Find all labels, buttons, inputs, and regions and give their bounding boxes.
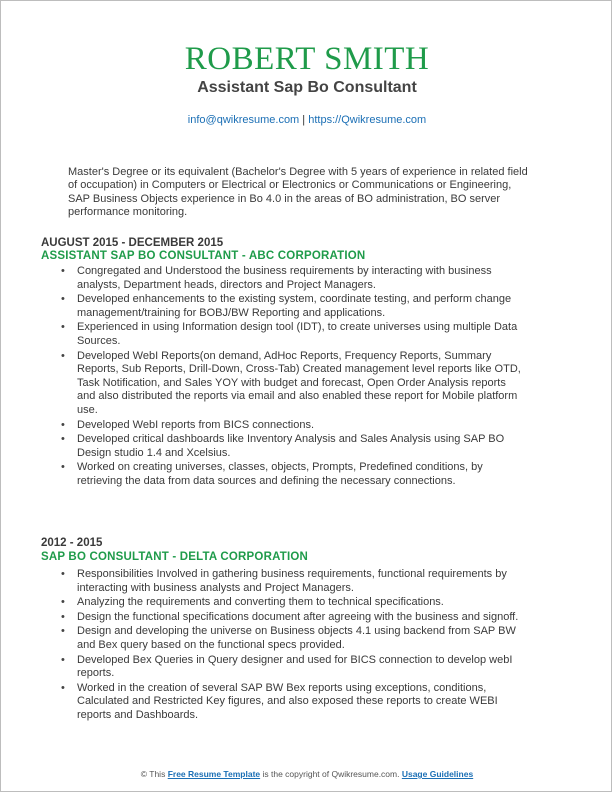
website-link[interactable]: https://Qwikresume.com [308, 114, 427, 126]
email-link[interactable]: info@qwikresume.com [187, 114, 300, 126]
job-2-title: SAP BO CONSULTANT - DELTA CORPORATION [41, 551, 308, 563]
list-item: • Analyzing the requirements and converting them to technical specifications. [55, 596, 525, 610]
footer-prefix: © This [140, 769, 168, 779]
job-1-dates: AUGUST 2015 - DECEMBER 2015 [41, 237, 224, 249]
list-item: • Developed enhancements to the existing system, coordinate testing, and perform change management/training for BOBJ/BW Reporting and applications. [55, 293, 525, 320]
list-item: • Developed WebI reports from BICS connections. [55, 419, 525, 433]
job-2-dates: 2012 - 2015 [41, 537, 103, 549]
list-item: • Worked on creating universes, classes, objects, Prompts, Predefined conditions, by retrieving the data from data sources and defining the necessary connections. [55, 461, 525, 488]
list-item: • Congregated and Understood the business requirements by interacting with business analysts, Department heads, directors and Project Managers. [55, 265, 525, 292]
footer [1, 769, 612, 780]
list-item: • Experienced in using Information design tool (IDT), to create universes using multiple Data Sources. [55, 321, 525, 348]
candidate-name: ROBERT SMITH [184, 41, 430, 77]
list-item: • Responsibilities Involved in gathering business requirements, functional requirements by interacting with business analysts and Project Managers. [55, 568, 525, 595]
job-1-title: ASSISTANT SAP BO CONSULTANT - ABC CORPORATION [41, 250, 366, 262]
job-1-bullet-list [55, 265, 525, 490]
contact-separator: | [299, 114, 309, 126]
usage-guidelines-link[interactable]: Usage Guidelines [401, 769, 474, 779]
list-item: • Worked in the creation of several SAP BW Bex reports using exceptions, conditions, Calculated and Restricted Key figures, and also exposed these reports to create WEBI reports and Dashboards. [55, 682, 525, 723]
list-item: • Developed WebI Reports(on demand, AdHoc Reports, Frequency Reports, Summary Reports, Sub Reports, Drill-Down, Cross-Tab) Created management level reports like OTD, Task Notification, and Sales YOY with budget and forecast, Open Order Analysis reports and also distributed the reports via email and also enabled these report for Mobile platform use. [55, 350, 525, 418]
list-item: • Design and developing the universe on Business objects 4.1 using backend from SAP BW and Bex query based on the functional specs provided. [55, 625, 525, 652]
free-resume-template-link[interactable]: Free Resume Template [167, 769, 261, 779]
list-item: • Developed Bex Queries in Query designer and used for BICS connection to develop webI reports. [55, 654, 525, 681]
footer-middle: is the copyright of Qwikresume.com. [260, 769, 402, 779]
list-item: • Developed critical dashboards like Inventory Analysis and Sales Analysis using SAP BO Design studio 1.4 and Xcelsius. [55, 433, 525, 460]
job-2-bullet-list [55, 568, 525, 724]
summary-paragraph: Master's Degree or its equivalent (Bachelor's Degree with 5 years of experience in related field of occupation) in Computers or Electrical or Electronics or Communications or Engineering, SAP Business Objects experience in Bo 4.0 in the areas of BO administration, BO server performance monitoring. [68, 166, 528, 218]
contact-line [1, 113, 612, 127]
candidate-title: Assistant Sap Bo Consultant [197, 79, 417, 96]
list-item: • Design the functional specifications document after agreeing with the business and signoff. [55, 611, 525, 625]
